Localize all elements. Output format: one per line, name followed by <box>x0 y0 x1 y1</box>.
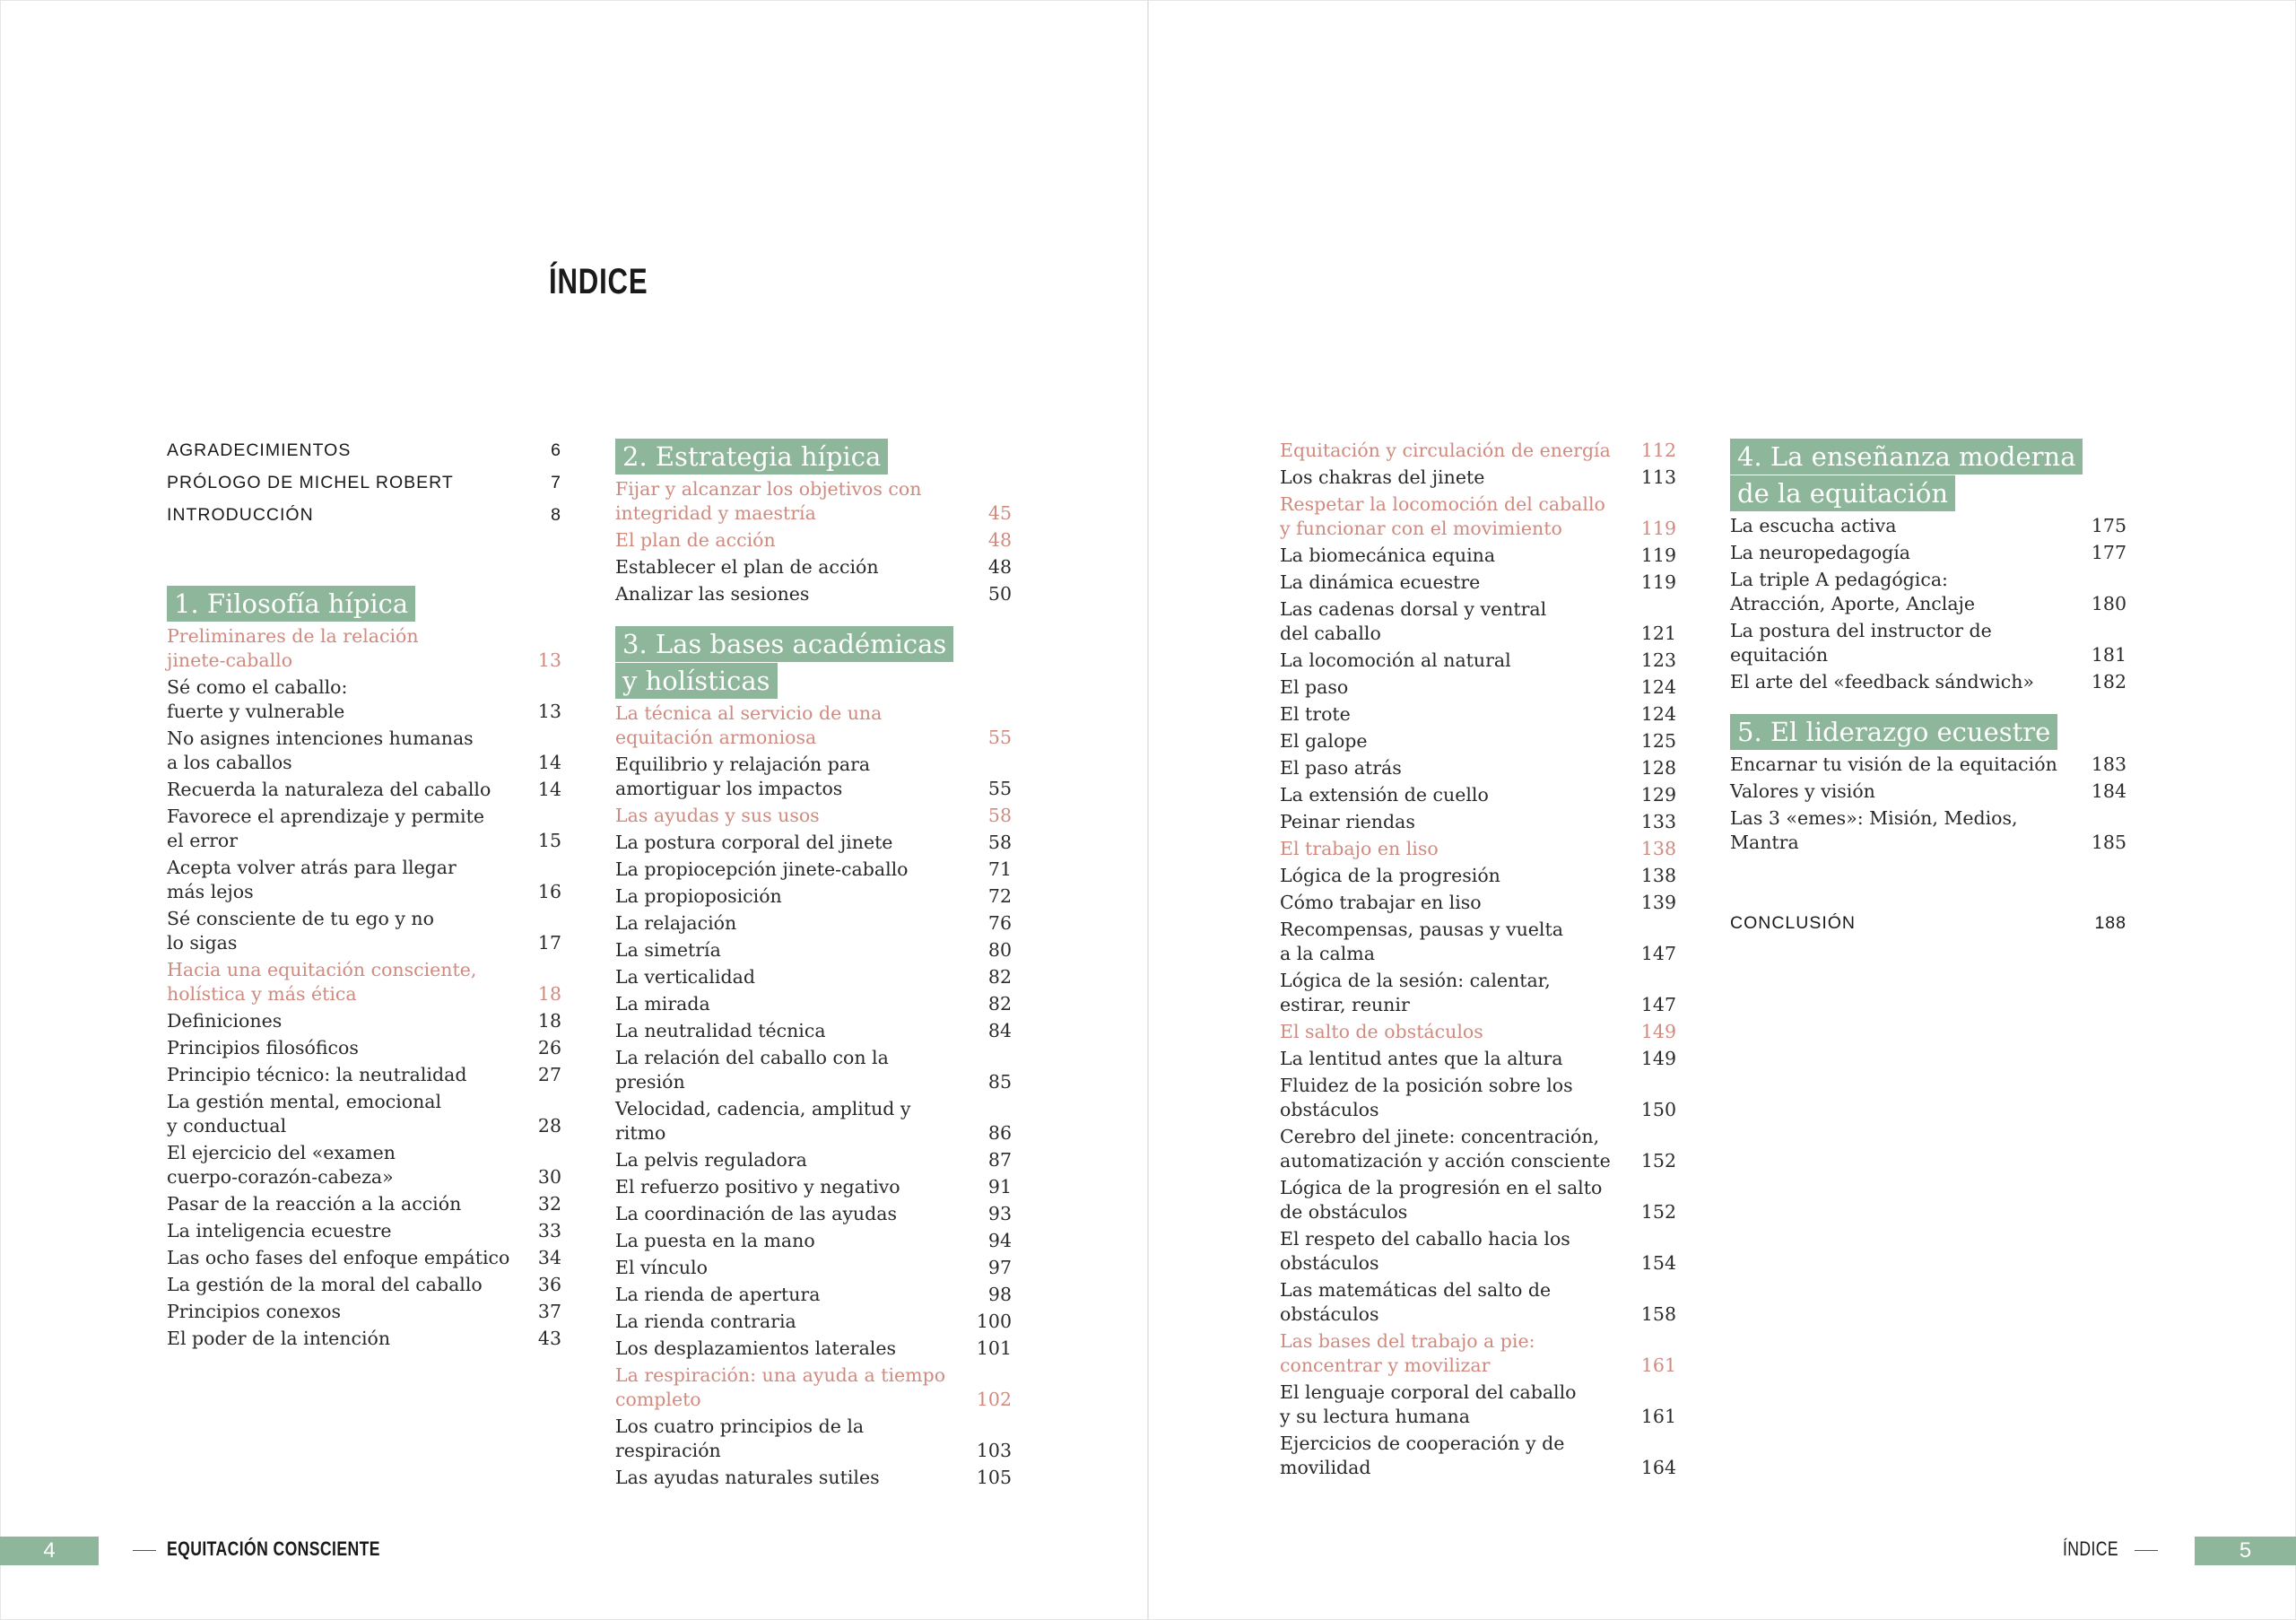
toc-entry-page: 102 <box>976 1389 1012 1410</box>
toc-entry-title: Recompensas, pausas y vuelta a la calma <box>1280 919 1563 964</box>
toc-entry-title: Principio técnico: la neutralidad <box>167 1064 467 1085</box>
toc-entry-title: Sé como el caballo: fuerte y vulnerable <box>167 676 348 722</box>
toc-entry[interactable] <box>167 1300 561 1324</box>
toc-entry-title: Sé consciente de tu ego y no lo sigas <box>167 908 434 954</box>
toc-entry[interactable] <box>615 992 1012 1016</box>
toc-entry-page: 16 <box>537 881 561 902</box>
toc-entry[interactable] <box>615 1148 1012 1172</box>
toc-entry-title: La rienda de apertura <box>615 1284 821 1305</box>
toc-entry[interactable] <box>1730 806 2126 855</box>
toc-entry[interactable] <box>167 1036 561 1060</box>
toc-entry-page: 80 <box>987 939 1012 961</box>
toc-subheading[interactable] <box>167 624 561 673</box>
toc-entry-title: La técnica al servicio de una equitación armoniosa <box>615 702 883 748</box>
toc-entry-page: 8 <box>551 505 561 525</box>
toc-entry[interactable] <box>1280 918 1676 966</box>
toc-entry[interactable] <box>615 911 1012 936</box>
toc-entry-page: 103 <box>976 1440 1012 1461</box>
toc-entry-page: 149 <box>1640 1048 1676 1069</box>
toc-entry-page: 33 <box>537 1220 561 1241</box>
toc-entry-page: 152 <box>1640 1201 1676 1223</box>
toc-subheading[interactable] <box>1280 439 1676 463</box>
toc-entry[interactable] <box>1280 729 1676 753</box>
toc-entry-title: Fluidez de la posición sobre los obstáculos <box>1280 1075 1573 1120</box>
toc-entry-page: 36 <box>537 1274 561 1295</box>
section-heading-line: 1. Filosofía hípica <box>167 586 415 622</box>
toc-entry-page: 147 <box>1640 994 1676 1015</box>
toc-entry-page: 138 <box>1640 865 1676 886</box>
toc-entry-title: El lenguaje corporal del caballo y su lectura humana <box>1280 1381 1577 1427</box>
section-heading[interactable] <box>1730 714 2126 751</box>
right-footer-rule <box>2135 1550 2158 1551</box>
toc-entry-title: La puesta en la mano <box>615 1230 815 1251</box>
toc-entry-title: El vínculo <box>615 1257 708 1278</box>
toc-entry[interactable] <box>167 1090 561 1138</box>
toc-entry-title: El poder de la intención <box>167 1328 391 1349</box>
toc-entry-title: El galope <box>1280 730 1368 752</box>
toc-entry[interactable] <box>1280 649 1676 673</box>
toc-entry[interactable] <box>1730 568 2126 616</box>
toc-entry[interactable] <box>615 1202 1012 1226</box>
toc-entry-page: 17 <box>537 932 561 954</box>
toc-entry-page: 101 <box>976 1337 1012 1359</box>
toc-entry[interactable] <box>167 778 561 802</box>
toc-entry[interactable] <box>1730 541 2126 565</box>
toc-entry-title: La inteligencia ecuestre <box>167 1220 392 1241</box>
toc-column-2 <box>615 439 1012 1493</box>
toc-entry[interactable] <box>1280 1074 1676 1122</box>
toc-entry-title: Las bases del trabajo a pie: concentrar y movilizar <box>1280 1330 1535 1376</box>
toc-entry[interactable] <box>1280 1125 1676 1173</box>
section-heading-line: 4. La enseñanza moderna <box>1730 439 2083 475</box>
spacer <box>1730 858 2126 911</box>
toc-entry-page: 113 <box>1640 466 1676 488</box>
toc-entry-title: Equitación y circulación de energía <box>1280 440 1611 461</box>
toc-entry-page: 84 <box>987 1020 1012 1041</box>
toc-entry-title: El paso atrás <box>1280 757 1402 779</box>
toc-entry-title: La propiocepción jinete-caballo <box>615 858 909 880</box>
toc-entry[interactable] <box>1280 1432 1676 1480</box>
toc-entry[interactable] <box>167 727 561 775</box>
toc-subheading[interactable] <box>1280 837 1676 861</box>
toc-entry-page: 161 <box>1640 1406 1676 1427</box>
toc-entry-page: 98 <box>987 1284 1012 1305</box>
toc-entry-page: 152 <box>1640 1150 1676 1171</box>
spacer <box>167 536 561 566</box>
toc-entry[interactable] <box>1280 891 1676 915</box>
toc-entry[interactable] <box>1280 544 1676 568</box>
toc-entry-page: 91 <box>987 1176 1012 1198</box>
toc-entry[interactable] <box>615 1175 1012 1199</box>
toc-entry-page: 181 <box>2091 644 2126 666</box>
toc-entry-page: 124 <box>1640 676 1676 698</box>
toc-entry[interactable] <box>1730 514 2126 538</box>
toc-entry-title: La pelvis reguladora <box>615 1149 807 1171</box>
toc-entry-title: La locomoción al natural <box>1280 649 1511 671</box>
toc-entry-title: La coordinación de las ayudas <box>615 1203 897 1224</box>
toc-entry[interactable] <box>615 1283 1012 1307</box>
toc-entry-page: 121 <box>1640 623 1676 644</box>
toc-column-1 <box>167 439 561 1354</box>
toc-entry[interactable] <box>1280 864 1676 888</box>
toc-entry-title: Los desplazamientos laterales <box>615 1337 897 1359</box>
toc-entry-page: 129 <box>1640 784 1676 806</box>
toc-entry-page: 48 <box>987 556 1012 578</box>
toc-entry-page: 48 <box>987 529 1012 551</box>
toc-entry[interactable] <box>615 582 1012 606</box>
toc-entry[interactable] <box>615 1046 1012 1094</box>
toc-entry-page: 87 <box>987 1149 1012 1171</box>
toc-entry[interactable] <box>1280 1278 1676 1327</box>
toc-entry[interactable] <box>167 856 561 904</box>
toc-entry[interactable] <box>1280 466 1676 490</box>
toc-entry-title: Cerebro del jinete: concentración, automatización y acción consciente <box>1280 1126 1611 1171</box>
toc-subheading[interactable] <box>615 477 1012 526</box>
toc-entry-page: 6 <box>551 440 561 460</box>
toc-entry-title: El arte del «feedback sándwich» <box>1730 671 2034 692</box>
toc-entry[interactable] <box>615 831 1012 855</box>
toc-entry-page: 119 <box>1640 544 1676 566</box>
toc-entry-title: La simetría <box>615 939 721 961</box>
toc-entry-page: 138 <box>1640 838 1676 859</box>
toc-entry[interactable] <box>167 1219 561 1243</box>
toc-entry-title: La verticalidad <box>615 966 755 988</box>
toc-entry-page: 18 <box>537 1010 561 1032</box>
toc-entry[interactable] <box>167 1246 561 1270</box>
toc-entry-page: 185 <box>2091 832 2126 853</box>
toc-entry-title: Equilibrio y relajación para amortiguar los impactos <box>615 753 871 799</box>
toc-entry-title: Las ayudas naturales sutiles <box>615 1467 880 1488</box>
toc-entry-page: 86 <box>987 1122 1012 1144</box>
toc-entry[interactable] <box>1280 756 1676 780</box>
toc-subheading[interactable] <box>615 1363 1012 1412</box>
toc-entry[interactable] <box>167 675 561 724</box>
toc-entry-page: 30 <box>537 1166 561 1188</box>
toc-entry-page: 147 <box>1640 943 1676 964</box>
section-heading[interactable] <box>615 439 1012 475</box>
toc-entry[interactable] <box>167 439 561 463</box>
left-running-title: EQUITACIÓN CONSCIENTE <box>167 1537 380 1560</box>
toc-entry-page: 93 <box>987 1203 1012 1224</box>
toc-entry-page: 58 <box>987 832 1012 853</box>
toc-entry-page: 100 <box>976 1311 1012 1332</box>
right-running-title: ÍNDICE <box>2063 1537 2119 1560</box>
toc-entry-title: INTRODUCCIÓN <box>167 505 314 525</box>
left-page-number: 4 <box>0 1537 99 1565</box>
toc-entry-page: 182 <box>2091 671 2126 692</box>
toc-entry[interactable] <box>1730 780 2126 804</box>
toc-entry-title: Los chakras del jinete <box>1280 466 1485 488</box>
toc-entry-title: Lógica de la progresión <box>1280 865 1500 886</box>
toc-entry-title: La dinámica ecuestre <box>1280 571 1481 593</box>
toc-entry-title: La relación del caballo con la presión <box>615 1047 889 1093</box>
left-footer-rule <box>133 1550 156 1551</box>
toc-entry-title: El trote <box>1280 703 1351 725</box>
toc-entry-page: 154 <box>1640 1252 1676 1274</box>
toc-entry[interactable] <box>615 1229 1012 1253</box>
toc-entry[interactable] <box>167 1141 561 1189</box>
toc-column-3 <box>1280 439 1676 1483</box>
toc-entry-page: 133 <box>1640 811 1676 832</box>
toc-entry-title: El respeto del caballo hacia los obstáculos <box>1280 1228 1570 1274</box>
section-heading[interactable] <box>615 626 1012 700</box>
toc-entry-page: 128 <box>1640 757 1676 779</box>
toc-entry-title: La rienda contraria <box>615 1311 796 1332</box>
toc-entry-page: 161 <box>1640 1354 1676 1376</box>
toc-entry-title: Las ocho fases del enfoque empático <box>167 1247 510 1268</box>
toc-entry[interactable] <box>1730 753 2126 777</box>
toc-entry[interactable] <box>615 1310 1012 1334</box>
toc-entry-page: 177 <box>2091 542 2126 563</box>
toc-entry-title: El plan de acción <box>615 529 776 551</box>
toc-entry-page: 50 <box>987 583 1012 605</box>
toc-entry-page: 188 <box>2094 913 2126 933</box>
toc-entry[interactable] <box>1730 670 2126 694</box>
toc-entry[interactable] <box>615 1019 1012 1043</box>
toc-entry-title: Valores y visión <box>1730 780 1875 802</box>
toc-entry-title: La extensión de cuello <box>1280 784 1489 806</box>
section-heading[interactable] <box>1730 439 2126 512</box>
toc-entry-title: Lógica de la sesión: calentar, estirar, reunir <box>1280 970 1551 1015</box>
toc-entry[interactable] <box>615 1466 1012 1490</box>
toc-subheading[interactable] <box>615 701 1012 750</box>
toc-entry-page: 149 <box>1640 1021 1676 1042</box>
toc-entry-title: La escucha activa <box>1730 515 1897 536</box>
toc-entry-page: 71 <box>987 858 1012 880</box>
toc-entry-page: 158 <box>1640 1303 1676 1325</box>
toc-entry-page: 105 <box>976 1467 1012 1488</box>
toc-entry-title: Definiciones <box>167 1010 283 1032</box>
toc-entry[interactable] <box>1730 911 2126 936</box>
toc-entry-page: 58 <box>987 805 1012 826</box>
toc-entry-page: 45 <box>987 502 1012 524</box>
toc-entry-page: 82 <box>987 966 1012 988</box>
toc-entry[interactable] <box>167 1063 561 1087</box>
toc-entry-title: Cómo trabajar en liso <box>1280 892 1482 913</box>
toc-entry-page: 34 <box>537 1247 561 1268</box>
toc-entry-page: 139 <box>1640 892 1676 913</box>
toc-entry[interactable] <box>1280 597 1676 646</box>
right-page-number: 5 <box>2195 1537 2296 1565</box>
toc-entry-title: No asignes intenciones humanas a los caballos <box>167 727 474 773</box>
toc-entry-title: La gestión mental, emocional y conductual <box>167 1091 442 1137</box>
toc-entry-title: Respetar la locomoción del caballo y funcionar con el movimiento <box>1280 493 1605 539</box>
toc-subheading[interactable] <box>1280 1329 1676 1378</box>
toc-entry[interactable] <box>615 753 1012 801</box>
toc-entry[interactable] <box>1280 969 1676 1017</box>
toc-entry[interactable] <box>167 1327 561 1351</box>
toc-entry-page: 32 <box>537 1193 561 1215</box>
toc-entry-title: Las matemáticas del salto de obstáculos <box>1280 1279 1552 1325</box>
toc-entry-page: 13 <box>537 701 561 722</box>
toc-entry[interactable] <box>167 907 561 955</box>
toc-entry-title: El salto de obstáculos <box>1280 1021 1483 1042</box>
toc-entry-title: Recuerda la naturaleza del caballo <box>167 779 491 800</box>
toc-subheading[interactable] <box>1280 1020 1676 1044</box>
toc-entry-title: La triple A pedagógica: Atracción, Aporte, Anclaje <box>1730 569 1976 614</box>
toc-entry[interactable] <box>615 555 1012 579</box>
toc-entry[interactable] <box>1280 675 1676 700</box>
toc-entry-title: Favorece el aprendizaje y permite el error <box>167 806 484 851</box>
toc-entry-title: Los cuatro principios de la respiración <box>615 1415 865 1461</box>
toc-entry-title: Establecer el plan de acción <box>615 556 879 578</box>
toc-entry-page: 27 <box>537 1064 561 1085</box>
toc-entry[interactable] <box>1280 783 1676 807</box>
toc-entry-page: 123 <box>1640 649 1676 671</box>
toc-subheading[interactable] <box>1280 492 1676 541</box>
toc-entry[interactable] <box>167 1009 561 1033</box>
toc-entry-page: 94 <box>987 1230 1012 1251</box>
toc-entry-page: 85 <box>987 1071 1012 1093</box>
toc-entry[interactable] <box>615 884 1012 909</box>
toc-entry-page: 125 <box>1640 730 1676 752</box>
toc-entry-page: 43 <box>537 1328 561 1349</box>
toc-entry-page: 124 <box>1640 703 1676 725</box>
toc-entry-title: El trabajo en liso <box>1280 838 1439 859</box>
section-heading-line: 5. El liderazgo ecuestre <box>1730 714 2057 750</box>
toc-entry[interactable] <box>615 965 1012 989</box>
toc-entry-title: AGRADECIMIENTOS <box>167 440 352 460</box>
toc-subheading[interactable] <box>167 958 561 1006</box>
toc-entry-page: 7 <box>551 473 561 492</box>
toc-entry[interactable] <box>167 805 561 853</box>
toc-entry-title: Acepta volver atrás para llegar más lejos <box>167 857 457 902</box>
toc-entry-title: El refuerzo positivo y negativo <box>615 1176 900 1198</box>
toc-entry-title: Pasar de la reacción a la acción <box>167 1193 462 1215</box>
toc-entry-page: 28 <box>537 1115 561 1137</box>
toc-entry-title: Hacia una equitación consciente, holística y más ética <box>167 959 477 1005</box>
toc-entry-title: La postura del instructor de equitación <box>1730 620 1992 666</box>
toc-entry-title: Fijar y alcanzar los objetivos con integridad y maestría <box>615 478 922 524</box>
toc-entry[interactable] <box>167 503 561 527</box>
toc-entry[interactable] <box>1280 1176 1676 1224</box>
toc-entry-title: Las cadenas dorsal y ventral del caballo <box>1280 598 1547 644</box>
toc-entry[interactable] <box>1280 570 1676 595</box>
toc-entry[interactable] <box>1280 810 1676 834</box>
section-heading-line: 2. Estrategia hípica <box>615 439 888 475</box>
toc-entry-title: La biomecánica equina <box>1280 544 1496 566</box>
toc-entry-title: La mirada <box>615 993 710 1015</box>
toc-entry[interactable] <box>1280 1227 1676 1276</box>
toc-entry-title: La postura corporal del jinete <box>615 832 893 853</box>
toc-entry-page: 76 <box>987 912 1012 934</box>
toc-entry-page: 119 <box>1640 518 1676 539</box>
toc-entry[interactable] <box>1730 619 2126 667</box>
toc-entry[interactable] <box>167 1192 561 1216</box>
toc-entry-title: La lentitud antes que la altura <box>1280 1048 1563 1069</box>
toc-entry-title: Encarnar tu visión de la equitación <box>1730 753 2057 775</box>
toc-entry-page: 97 <box>987 1257 1012 1278</box>
toc-entry-page: 15 <box>537 830 561 851</box>
toc-entry[interactable] <box>615 858 1012 882</box>
toc-entry-page: 112 <box>1640 440 1676 461</box>
toc-entry-title: Velocidad, cadencia, amplitud y ritmo <box>615 1098 911 1144</box>
toc-entry-title: La propioposición <box>615 885 782 907</box>
toc-entry-page: 26 <box>537 1037 561 1058</box>
toc-entry-title: La respiración: una ayuda a tiempo completo <box>615 1364 946 1410</box>
toc-entry-page: 55 <box>987 727 1012 748</box>
toc-entry-title: La neuropedagogía <box>1730 542 1910 563</box>
toc-entry-page: 14 <box>537 779 561 800</box>
toc-entry-title: Ejercicios de cooperación y de movilidad <box>1280 1433 1565 1478</box>
section-heading-line: de la equitación <box>1730 475 1955 511</box>
toc-entry-title: Preliminares de la relación jinete-caballo <box>167 625 419 671</box>
toc-entry-page: 13 <box>537 649 561 671</box>
page-title: ÍNDICE <box>549 262 648 301</box>
toc-entry[interactable] <box>167 1273 561 1297</box>
toc-entry-page: 14 <box>537 752 561 773</box>
toc-entry-page: 183 <box>2091 753 2126 775</box>
toc-entry-title: Las ayudas y sus usos <box>615 805 820 826</box>
toc-entry-page: 37 <box>537 1301 561 1322</box>
toc-entry[interactable] <box>615 938 1012 962</box>
toc-entry-page: 180 <box>2091 593 2126 614</box>
toc-column-4 <box>1730 439 2126 944</box>
toc-entry-page: 119 <box>1640 571 1676 593</box>
toc-entry-title: La neutralidad técnica <box>615 1020 826 1041</box>
toc-entry-title: Analizar las sesiones <box>615 583 810 605</box>
toc-entry-page: 150 <box>1640 1099 1676 1120</box>
toc-entry-page: 18 <box>537 983 561 1005</box>
toc-entry-title: Las 3 «emes»: Misión, Medios, Mantra <box>1730 807 2018 853</box>
toc-entry-title: Lógica de la progresión en el salto de obstáculos <box>1280 1177 1603 1223</box>
toc-entry-title: La gestión de la moral del caballo <box>167 1274 483 1295</box>
toc-subheading[interactable] <box>615 804 1012 828</box>
toc-subheading[interactable] <box>615 528 1012 553</box>
toc-entry-title: El ejercicio del «examen cuerpo-corazón-cabeza» <box>167 1142 396 1188</box>
toc-entry[interactable] <box>1280 702 1676 727</box>
toc-entry[interactable] <box>1280 1047 1676 1071</box>
toc-entry-title: Peinar riendas <box>1280 811 1415 832</box>
section-heading-line: 3. Las bases académicas <box>615 626 953 662</box>
toc-entry-title: El paso <box>1280 676 1349 698</box>
toc-entry-page: 175 <box>2091 515 2126 536</box>
section-heading[interactable] <box>167 586 561 623</box>
toc-entry-page: 164 <box>1640 1457 1676 1478</box>
section-heading-line: y holísticas <box>615 663 778 699</box>
toc-entry-page: 72 <box>987 885 1012 907</box>
toc-entry-page: 184 <box>2091 780 2126 802</box>
toc-entry-page: 55 <box>987 778 1012 799</box>
toc-entry[interactable] <box>615 1256 1012 1280</box>
toc-entry[interactable] <box>615 1415 1012 1463</box>
toc-entry[interactable] <box>615 1097 1012 1145</box>
toc-entry-title: Principios filosóficos <box>167 1037 359 1058</box>
toc-entry-title: Principios conexos <box>167 1301 342 1322</box>
toc-entry-title: PRÓLOGO DE MICHEL ROBERT <box>167 473 454 492</box>
toc-entry[interactable] <box>1280 1380 1676 1429</box>
toc-entry-title: CONCLUSIÓN <box>1730 913 1857 933</box>
toc-entry[interactable] <box>615 1337 1012 1361</box>
toc-entry-page: 82 <box>987 993 1012 1015</box>
toc-entry[interactable] <box>167 471 561 495</box>
toc-entry-title: La relajación <box>615 912 737 934</box>
